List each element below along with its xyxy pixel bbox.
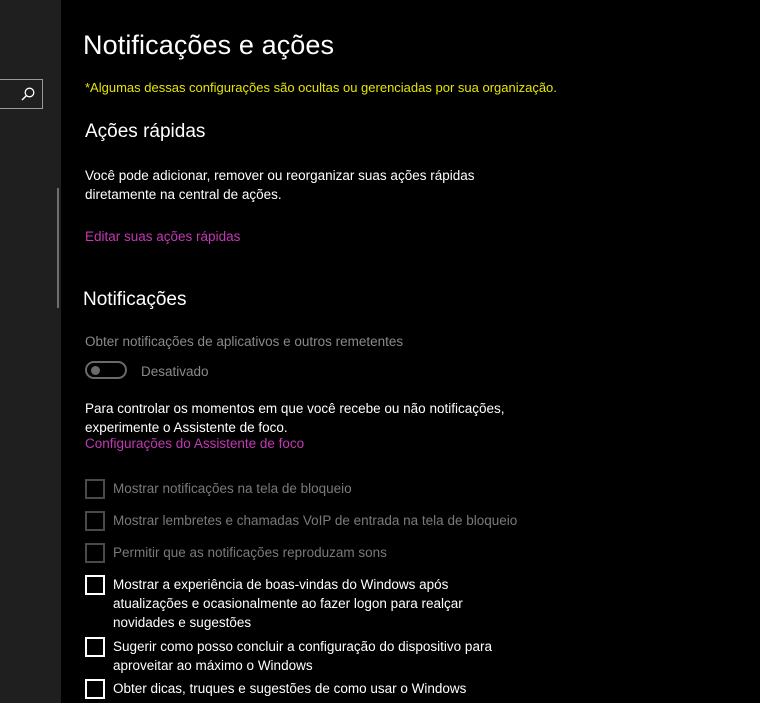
toggle-knob	[91, 366, 100, 375]
quick-actions-description: Você pode adicionar, remover ou reorganizar suas ações rápidas diretamente na central de ações.	[85, 168, 475, 202]
notifications-toggle-state: Desativado	[141, 364, 209, 379]
sidebar-scrollbar[interactable]	[57, 188, 59, 308]
device-setup-checkbox[interactable]	[85, 637, 105, 657]
focus-assist-settings-link[interactable]: Configurações do Assistente de foco	[85, 436, 305, 451]
main-content	[61, 0, 760, 703]
checkbox-label: Mostrar notificações na tela de bloqueio	[113, 481, 352, 496]
notifications-toggle[interactable]	[85, 361, 127, 379]
settings-sidebar	[0, 0, 61, 703]
focus-assist-description: Para controlar os momentos em que você recebe ou não notificações, experimente o Assistente de foco.	[85, 401, 505, 435]
page-title: Notificações e ações	[83, 30, 335, 60]
edit-quick-actions-link[interactable]: Editar suas ações rápidas	[85, 229, 241, 244]
tips-checkbox[interactable]	[85, 679, 105, 699]
checkbox-label: Obter dicas, truques e sugestões de como usar o Windows	[113, 681, 467, 696]
checkbox-label: Sugerir como posso concluir a configuração do dispositivo para aproveitar ao máximo o Windows	[113, 639, 492, 673]
lock-screen-checkbox[interactable]	[85, 479, 105, 499]
checkbox-label: Mostrar lembretes e chamadas VoIP de entrada na tela de bloqueio	[113, 513, 518, 528]
sounds-checkbox[interactable]	[85, 543, 105, 563]
voip-lock-screen-checkbox[interactable]	[85, 511, 105, 531]
quick-actions-heading: Ações rápidas	[85, 121, 206, 142]
search-input[interactable]	[0, 79, 43, 109]
notifications-heading: Notificações	[83, 289, 187, 310]
checkbox-label: Mostrar a experiência de boas-vindas do Windows após atualizações e ocasionalmente ao fazer logon para realçar novidades e sugestões	[113, 577, 463, 630]
checkbox-label: Permitir que as notificações reproduzam sons	[113, 545, 387, 560]
notifications-toggle-label: Obter notificações de aplicativos e outros remetentes	[85, 334, 404, 349]
welcome-experience-checkbox[interactable]	[85, 575, 105, 595]
managed-warning: *Algumas dessas configurações são ocultas ou gerenciadas por sua organização.	[85, 80, 557, 95]
search-icon[interactable]	[20, 86, 36, 102]
